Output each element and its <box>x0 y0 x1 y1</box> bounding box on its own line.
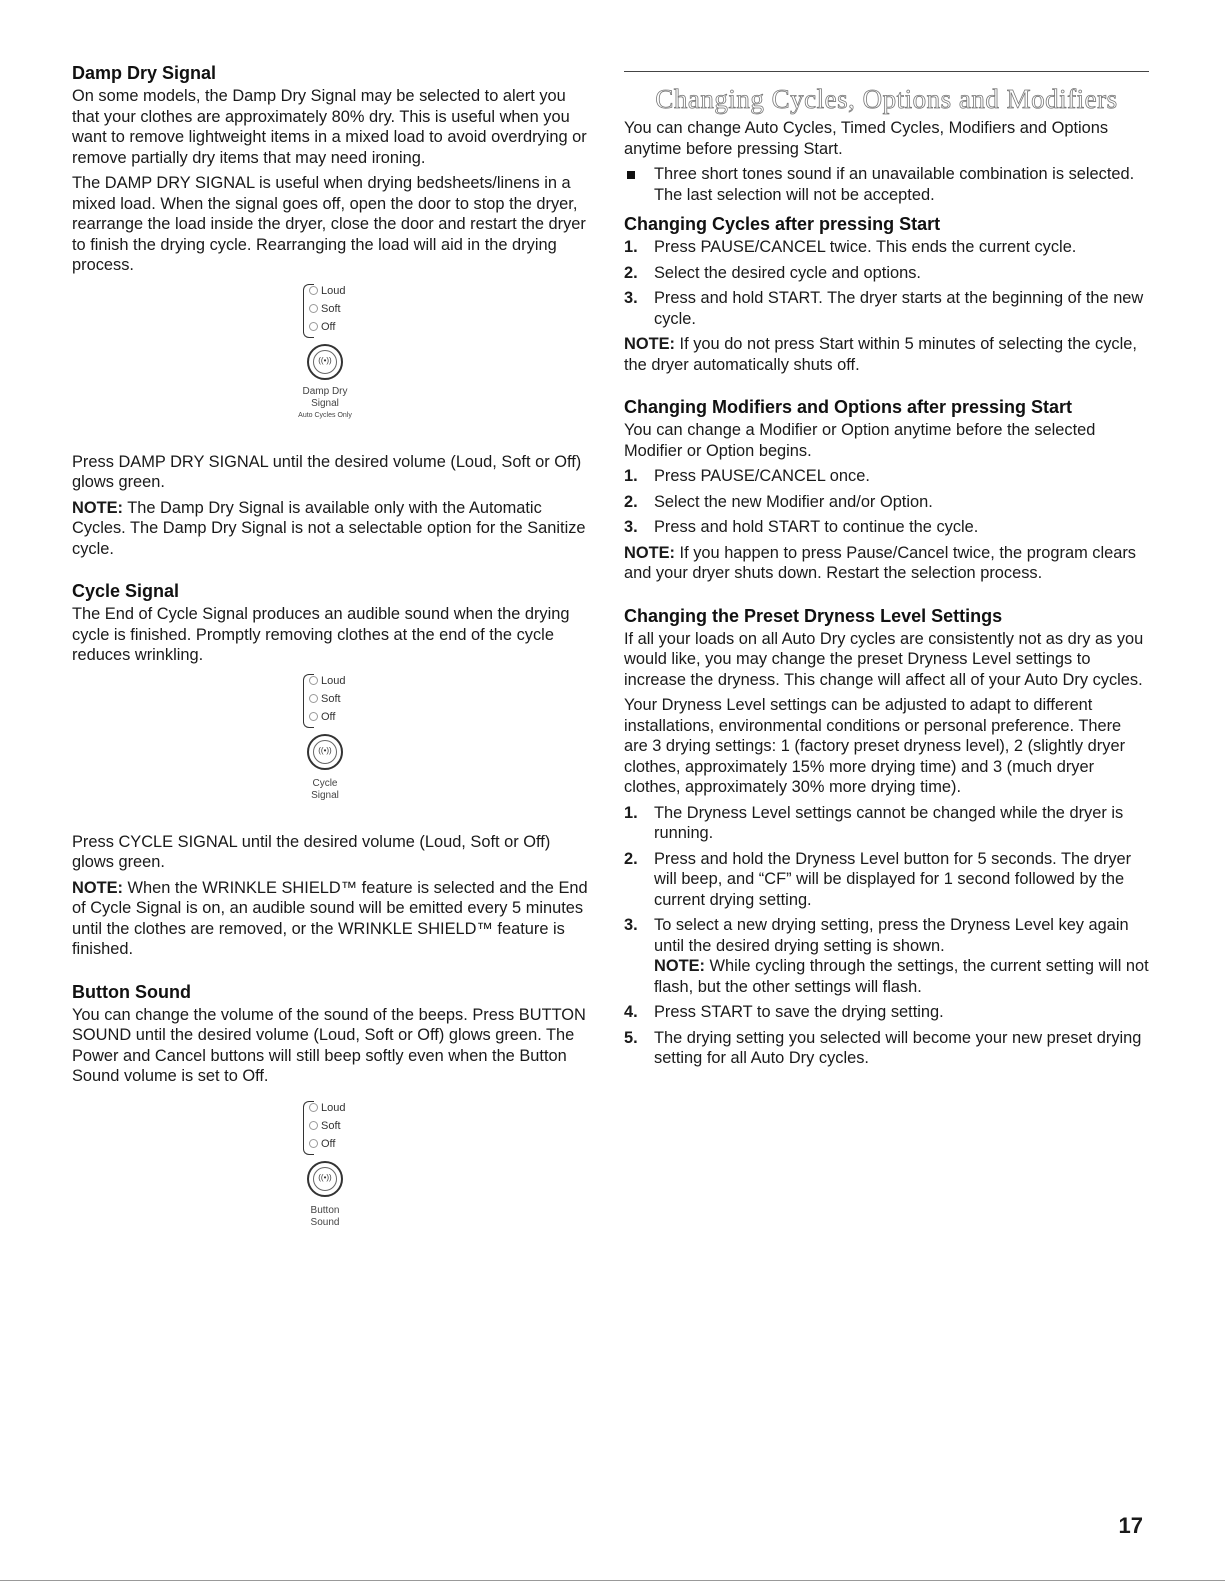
level-loud: Loud <box>309 1101 345 1115</box>
indicator-light-icon <box>309 322 318 331</box>
damp-dry-paragraph-2: The DAMP DRY SIGNAL is useful when drying bedsheets/linens in a mixed load. When the signal goes off, open the door to stop the dryer, rearrange the load inside the dryer, close the door and restart the dryer to finish the drying cycle. Rearranging the load will aid in the drying process. <box>72 174 586 274</box>
indicator-light-icon <box>309 1139 318 1148</box>
damp-dry-note: NOTE: The Damp Dry Signal is available only with the Automatic Cycles. The Damp Dry Signal is not a selectable option for the Sanitize cycle. <box>72 498 586 558</box>
step-item: 3. Press and hold START. The dryer starts at the beginning of the new cycle. <box>624 289 1144 328</box>
step-item: 1. The Dryness Level settings cannot be changed while the dryer is running. <box>624 803 1124 842</box>
panel-label: Signal <box>311 789 339 801</box>
bullet-list <box>624 164 1149 205</box>
indicator-light-icon <box>309 1121 318 1130</box>
damp-dry-instruction: Press DAMP DRY SIGNAL until the desired volume (Loud, Soft or Off) glows green. <box>72 452 582 491</box>
damp-dry-signal-panel-illustration <box>287 284 377 442</box>
cycle-signal-note: NOTE: When the WRINKLE SHIELD™ feature is selected and the End of Cycle Signal is on, an audible sound will be emitted every 5 minutes until the clothes are removed, or the WRINKLE SHIELD™ feature is finished. <box>72 878 588 958</box>
indicator-light-icon <box>309 1103 318 1112</box>
right-column <box>624 62 1149 1074</box>
bottom-edge-rule <box>0 1580 1225 1581</box>
button-sound-button-icon: ((•)) <box>307 1161 343 1197</box>
step-item: 3. Press and hold START to continue the cycle. <box>624 518 979 536</box>
indicator-light-icon <box>309 676 318 685</box>
changing-modifiers-steps <box>624 466 1149 538</box>
bullet-square-icon <box>627 171 635 179</box>
cycle-signal-panel-illustration <box>287 674 377 822</box>
damp-dry-signal-button-icon: ((•)) <box>307 344 343 380</box>
changing-modifiers-heading: Changing Modifiers and Options after pressing Start <box>624 397 1073 417</box>
dryness-steps <box>624 803 1149 1069</box>
changing-cycles-note: NOTE: If you do not press Start within 5 minutes of selecting the cycle, the dryer automatically shuts off. <box>624 335 1137 374</box>
changing-modifiers-paragraph: You can change a Modifier or Option anytime before the selected Modifier or Option begins. <box>624 421 1096 460</box>
step-item: 1. Press PAUSE/CANCEL once. <box>624 467 870 485</box>
damp-dry-heading: Damp Dry Signal <box>72 63 217 83</box>
step-item: 2. Press and hold the Dryness Level button for 5 seconds. The dryer will beep, and “CF” will be displayed for 1 second followed by the current drying setting. <box>624 849 1132 909</box>
dryness-paragraph-1: If all your loads on all Auto Dry cycles are consistently not as dry as you would like, you may change the preset Dryness Level settings to increase the dryness. This change will affect all of your Auto Dry cycles. <box>624 629 1144 689</box>
indicator-light-icon <box>309 304 318 313</box>
panel-label: Signal <box>311 397 339 409</box>
button-sound-paragraph: You can change the volume of the sound of the beeps. Press BUTTON SOUND until the desired volume (Loud, Soft or Off) glows green. The Power and Cancel buttons will still beep softly even when the Button Sound volume is set to Off. <box>72 1005 586 1085</box>
panel-label: Damp Dry <box>302 385 348 397</box>
cycle-signal-button-icon: ((•)) <box>307 734 343 770</box>
step-item: 2. Select the desired cycle and options. <box>624 263 921 282</box>
section-title: Changing Cycles, Options and Modifiers <box>655 84 1118 114</box>
button-sound-panel-illustration <box>287 1101 377 1241</box>
section-divider <box>624 71 1149 72</box>
step-item: 4. Press START to save the drying setting. <box>624 1003 944 1021</box>
panel-label-small: Auto Cycles Only <box>298 411 352 419</box>
intro-paragraph: You can change Auto Cycles, Timed Cycles, Modifiers and Options anytime before pressing Start. <box>624 119 1109 158</box>
step-item: 5. The drying setting you selected will become your new preset drying setting for all Auto Dry cycles. <box>624 1028 1142 1067</box>
step-item: 3. To select a new drying setting, press the Dryness Level key again until the desired drying setting is shown. NOTE: While cycling through the settings, the current setting will not flash, but the other settings will flash. <box>624 916 1149 996</box>
page-number: 17 <box>1118 1513 1143 1538</box>
bullet-item: Three short tones sound if an unavailable combination is selected. The last selection will not be accepted. <box>624 164 1149 205</box>
step-item: 1. Press PAUSE/CANCEL twice. This ends the current cycle. <box>624 238 1077 256</box>
changing-modifiers-note: NOTE: If you happen to press Pause/Cancel twice, the program clears and your dryer shuts down. Restart the selection process. <box>624 543 1137 582</box>
cycle-signal-heading: Cycle Signal <box>72 581 180 601</box>
level-off: Off <box>309 320 335 334</box>
changing-cycles-steps <box>624 237 1149 329</box>
panel-label: Cycle <box>312 777 338 789</box>
level-off: Off <box>309 710 335 724</box>
level-soft: Soft <box>309 1119 341 1133</box>
cycle-signal-instruction: Press CYCLE SIGNAL until the desired volume (Loud, Soft or Off) glows green. <box>72 832 551 871</box>
panel-label: Button <box>310 1204 340 1216</box>
changing-cycles-heading: Changing Cycles after pressing Start <box>624 214 941 234</box>
damp-dry-paragraph-1: On some models, the Damp Dry Signal may be selected to alert you that your clothes are approximately 80% dry. This is useful when you want to remove lightweight items in a mixed load to avoid overdrying or remove partially dry items that may need ironing. <box>72 87 587 167</box>
button-sound-heading: Button Sound <box>72 981 191 1002</box>
indicator-light-icon <box>309 286 318 295</box>
step-item: 2. Select the new Modifier and/or Option. <box>624 492 933 511</box>
cycle-signal-paragraph: The End of Cycle Signal produces an audible sound when the drying cycle is finished. Promptly removing clothes at the end of the cycle reduces wrinkling. <box>72 605 570 664</box>
level-loud: Loud <box>309 284 345 298</box>
dryness-paragraph-2: Your Dryness Level settings can be adjusted to adapt to different installations, environmental conditions or personal preference. There are 3 drying settings: 1 (factory preset dryness level), 2 (slightly dryer clothes, approximately 15% more drying time) and 3 (much dryer clothes, approximately 30% more drying time). <box>624 696 1126 796</box>
level-soft: Soft <box>309 302 341 316</box>
level-soft: Soft <box>309 692 341 706</box>
dryness-level-heading: Changing the Preset Dryness Level Settings <box>624 605 1003 626</box>
indicator-light-icon <box>309 694 318 703</box>
level-loud: Loud <box>309 674 345 688</box>
level-off: Off <box>309 1137 335 1151</box>
left-column <box>72 62 592 1251</box>
indicator-light-icon <box>309 712 318 721</box>
panel-label: Sound <box>310 1216 340 1228</box>
